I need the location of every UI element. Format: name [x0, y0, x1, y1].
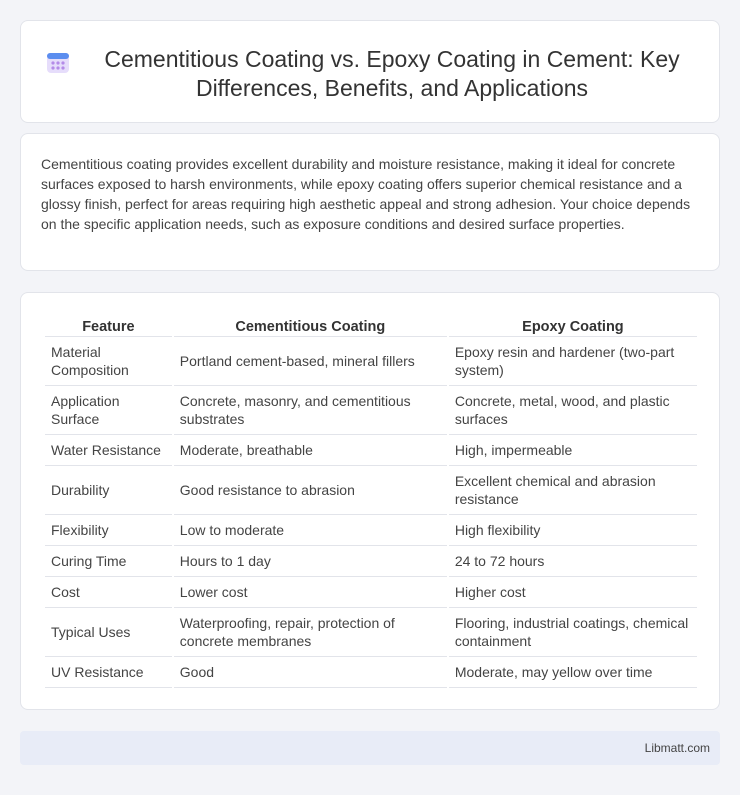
cementitious-cell: Lower cost — [174, 577, 447, 608]
feature-cell: Material Composition — [45, 337, 172, 386]
table-row — [45, 337, 697, 386]
table-row — [45, 386, 697, 435]
column-header-feature: Feature — [45, 314, 172, 337]
column-header-cementitious: Cementitious Coating — [174, 314, 447, 337]
title-card — [20, 20, 720, 123]
table-row — [45, 608, 697, 657]
feature-cell: Flexibility — [45, 515, 172, 546]
epoxy-cell: Higher cost — [449, 577, 697, 608]
table-row — [45, 657, 697, 688]
calendar-icon — [45, 49, 71, 75]
summary-paragraph: Cementitious coating provides excellent durability and moisture resistance, making it ideal for concrete surfaces exposed to harsh environments, while epoxy coating offers superior chemical resistance and a glossy finish, perfect for areas requiring high aesthetic appeal and strong adhesion. Your choice depends on the specific application needs, such as exposure conditions and desired surface properties. — [41, 156, 691, 232]
epoxy-cell: Epoxy resin and hardener (two-part system) — [449, 337, 697, 386]
feature-cell: Water Resistance — [45, 435, 172, 466]
epoxy-cell: Flooring, industrial coatings, chemical containment — [449, 608, 697, 657]
table-row — [45, 577, 697, 608]
comparison-table-card — [20, 292, 720, 710]
summary-card — [20, 133, 720, 271]
feature-cell: Cost — [45, 577, 172, 608]
cementitious-cell: Waterproofing, repair, protection of concrete membranes — [174, 608, 447, 657]
table-row — [45, 546, 697, 577]
table-header-row — [45, 314, 697, 337]
epoxy-cell: 24 to 72 hours — [449, 546, 697, 577]
feature-cell: UV Resistance — [45, 657, 172, 688]
cementitious-cell: Low to moderate — [174, 515, 447, 546]
table-row — [45, 435, 697, 466]
page-title: Cementitious Coating vs. Epoxy Coating in Cement: Key Differences, Benefits, and Applications — [104, 46, 680, 101]
cementitious-cell: Good — [174, 657, 447, 688]
table-row — [45, 466, 697, 515]
footer — [20, 731, 720, 765]
feature-cell: Curing Time — [45, 546, 172, 577]
cementitious-cell: Moderate, breathable — [174, 435, 447, 466]
epoxy-cell: Moderate, may yellow over time — [449, 657, 697, 688]
cementitious-cell: Concrete, masonry, and cementitious substrates — [174, 386, 447, 435]
feature-cell: Typical Uses — [45, 608, 172, 657]
cementitious-cell: Good resistance to abrasion — [174, 466, 447, 515]
footer-brand-link[interactable]: Libmatt.com — [644, 741, 710, 755]
column-header-epoxy: Epoxy Coating — [449, 314, 697, 337]
feature-cell: Durability — [45, 466, 172, 515]
cementitious-cell: Hours to 1 day — [174, 546, 447, 577]
feature-cell: Application Surface — [45, 386, 172, 435]
epoxy-cell: High, impermeable — [449, 435, 697, 466]
cementitious-cell: Portland cement-based, mineral fillers — [174, 337, 447, 386]
epoxy-cell: High flexibility — [449, 515, 697, 546]
comparison-table — [43, 314, 699, 688]
epoxy-cell: Excellent chemical and abrasion resistance — [449, 466, 697, 515]
table-row — [45, 515, 697, 546]
epoxy-cell: Concrete, metal, wood, and plastic surfaces — [449, 386, 697, 435]
